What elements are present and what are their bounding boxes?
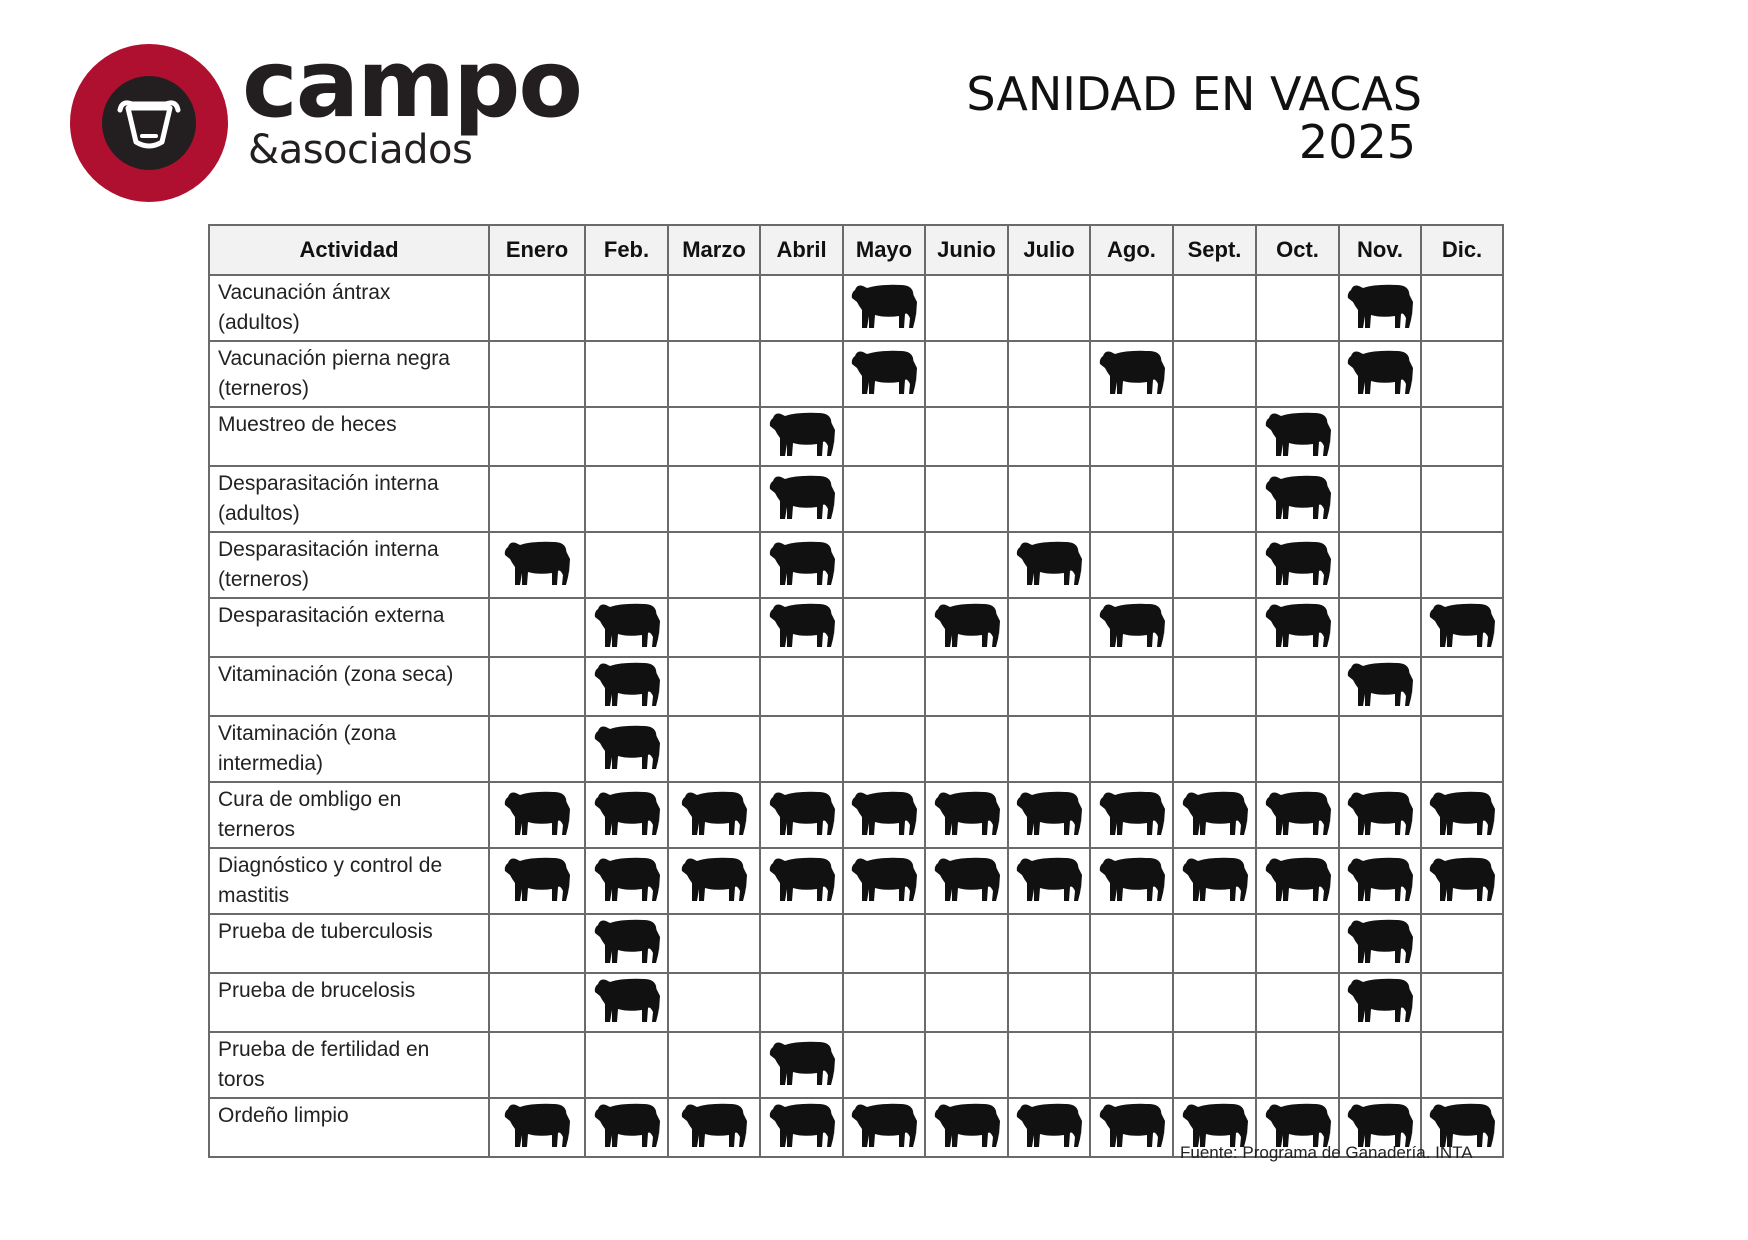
month-cell	[1008, 657, 1090, 716]
month-cell	[1173, 466, 1256, 532]
month-cell	[1421, 407, 1503, 466]
month-cell	[1339, 275, 1421, 341]
month-header: Julio	[1008, 225, 1090, 275]
month-cell	[1090, 657, 1173, 716]
cow-icon	[592, 638, 662, 655]
month-cell	[1339, 407, 1421, 466]
month-cell	[760, 466, 843, 532]
cow-icon	[849, 826, 919, 843]
month-cell	[668, 848, 760, 914]
month-cell	[489, 973, 585, 1032]
month-cell	[760, 532, 843, 598]
month-cell	[1008, 848, 1090, 914]
month-cell	[1339, 914, 1421, 973]
month-cell	[1421, 598, 1503, 657]
month-cell	[1339, 532, 1421, 598]
month-cell	[585, 848, 668, 914]
cow-icon	[502, 576, 572, 593]
cow-icon	[932, 638, 1002, 655]
month-cell	[925, 914, 1008, 973]
cow-icon	[679, 826, 749, 843]
month-cell	[1421, 532, 1503, 598]
month-cell	[1256, 848, 1339, 914]
cow-icon	[767, 638, 837, 655]
month-cell	[489, 914, 585, 973]
month-cell	[1173, 598, 1256, 657]
activity-label: Vitaminación (zona intermedia)	[209, 716, 489, 782]
table-row	[209, 657, 1503, 716]
activity-label: Prueba de brucelosis	[209, 973, 489, 1032]
month-cell	[1090, 1098, 1173, 1157]
month-cell	[585, 973, 668, 1032]
month-cell	[585, 657, 668, 716]
month-cell	[843, 1032, 925, 1098]
cow-icon	[1180, 826, 1250, 843]
month-cell	[1090, 466, 1173, 532]
cow-icon	[1345, 385, 1415, 402]
month-cell	[668, 341, 760, 407]
cow-icon	[592, 826, 662, 843]
month-cell	[1173, 716, 1256, 782]
table-row	[209, 716, 1503, 782]
month-cell	[1256, 532, 1339, 598]
cow-icon	[767, 1138, 837, 1155]
month-cell	[1090, 914, 1173, 973]
month-cell	[925, 1098, 1008, 1157]
cow-icon	[1263, 826, 1333, 843]
cow-icon	[1097, 638, 1167, 655]
activity-label: Cura de ombligo en terneros	[209, 782, 489, 848]
month-cell	[925, 1032, 1008, 1098]
month-cell	[925, 341, 1008, 407]
month-cell	[925, 407, 1008, 466]
month-cell	[1173, 973, 1256, 1032]
cow-icon	[1263, 510, 1333, 527]
month-header: Marzo	[668, 225, 760, 275]
activity-label: Desparasitación interna (terneros)	[209, 532, 489, 598]
cow-icon	[849, 319, 919, 336]
month-cell	[1339, 341, 1421, 407]
cow-icon	[849, 1138, 919, 1155]
month-cell	[585, 341, 668, 407]
month-cell	[1173, 275, 1256, 341]
cow-icon	[502, 1138, 572, 1155]
month-header: Feb.	[585, 225, 668, 275]
month-cell	[489, 782, 585, 848]
month-cell	[489, 598, 585, 657]
month-cell	[1090, 341, 1173, 407]
month-cell	[1173, 532, 1256, 598]
month-cell	[1421, 466, 1503, 532]
cow-icon	[502, 892, 572, 909]
cow-icon	[932, 1138, 1002, 1155]
month-cell	[1008, 973, 1090, 1032]
month-cell	[1173, 407, 1256, 466]
activity-label: Prueba de tuberculosis	[209, 914, 489, 973]
month-cell	[1008, 598, 1090, 657]
month-cell	[1008, 782, 1090, 848]
month-header: Enero	[489, 225, 585, 275]
month-cell	[489, 341, 585, 407]
month-cell	[1421, 782, 1503, 848]
month-cell	[1421, 848, 1503, 914]
cow-icon	[1014, 1138, 1084, 1155]
month-cell	[1008, 1032, 1090, 1098]
cow-icon	[1263, 638, 1333, 655]
month-cell	[760, 341, 843, 407]
month-cell	[843, 657, 925, 716]
month-cell	[843, 407, 925, 466]
month-cell	[1008, 275, 1090, 341]
month-cell	[668, 1098, 760, 1157]
schedule-table	[208, 224, 1504, 1158]
month-cell	[1339, 782, 1421, 848]
month-cell	[843, 341, 925, 407]
month-cell	[489, 466, 585, 532]
table-row	[209, 532, 1503, 598]
month-cell	[1008, 407, 1090, 466]
month-cell	[843, 848, 925, 914]
month-cell	[1008, 466, 1090, 532]
month-cell	[925, 466, 1008, 532]
month-cell	[1421, 275, 1503, 341]
month-cell	[760, 716, 843, 782]
table-row	[209, 848, 1503, 914]
cow-icon	[1345, 826, 1415, 843]
brand-logo	[70, 30, 670, 204]
month-cell	[925, 598, 1008, 657]
month-cell	[1090, 973, 1173, 1032]
month-cell	[1256, 341, 1339, 407]
cow-icon	[932, 892, 1002, 909]
month-cell	[1421, 657, 1503, 716]
table-row	[209, 914, 1503, 973]
month-cell	[925, 782, 1008, 848]
month-cell	[1173, 848, 1256, 914]
cow-icon	[679, 892, 749, 909]
month-cell	[843, 532, 925, 598]
cow-icon	[592, 1013, 662, 1030]
cow-icon	[767, 892, 837, 909]
month-header: Junio	[925, 225, 1008, 275]
month-cell	[1090, 598, 1173, 657]
month-cell	[1256, 275, 1339, 341]
month-cell	[1421, 341, 1503, 407]
month-header: Sept.	[1173, 225, 1256, 275]
month-cell	[585, 407, 668, 466]
activity-header: Actividad	[209, 225, 489, 275]
month-cell	[1339, 973, 1421, 1032]
month-header: Abril	[760, 225, 843, 275]
brand-subtitle: &asociados	[248, 127, 473, 173]
cow-icon	[1345, 697, 1415, 714]
month-cell	[1173, 1032, 1256, 1098]
activity-label: Ordeño limpio	[209, 1098, 489, 1157]
month-cell	[1090, 782, 1173, 848]
month-cell	[1173, 914, 1256, 973]
cow-icon	[1427, 826, 1497, 843]
cow-icon	[1014, 892, 1084, 909]
month-cell	[1339, 466, 1421, 532]
month-cell	[1256, 1032, 1339, 1098]
month-cell	[760, 657, 843, 716]
month-cell	[1339, 598, 1421, 657]
month-cell	[1256, 407, 1339, 466]
month-cell	[1090, 1032, 1173, 1098]
cow-icon	[1014, 826, 1084, 843]
month-cell	[1256, 466, 1339, 532]
month-cell	[585, 532, 668, 598]
month-cell	[760, 1032, 843, 1098]
month-cell	[1421, 914, 1503, 973]
month-cell	[668, 1032, 760, 1098]
month-cell	[1090, 532, 1173, 598]
month-cell	[1256, 782, 1339, 848]
cow-icon	[1345, 892, 1415, 909]
cow-icon	[1263, 892, 1333, 909]
month-cell	[668, 532, 760, 598]
month-cell	[1339, 848, 1421, 914]
cow-icon	[1014, 576, 1084, 593]
month-cell	[925, 532, 1008, 598]
month-cell	[843, 1098, 925, 1157]
activity-label: Vacunación pierna negra (terneros)	[209, 341, 489, 407]
month-cell	[489, 1032, 585, 1098]
header-row	[209, 225, 1503, 275]
month-cell	[760, 407, 843, 466]
table-row	[209, 1032, 1503, 1098]
cow-icon	[592, 697, 662, 714]
month-header: Mayo	[843, 225, 925, 275]
table-row	[209, 466, 1503, 532]
table-row	[209, 782, 1503, 848]
month-cell	[1339, 657, 1421, 716]
cow-icon	[849, 892, 919, 909]
activity-label: Vitaminación (zona seca)	[209, 657, 489, 716]
month-cell	[1339, 716, 1421, 782]
month-cell	[1090, 716, 1173, 782]
cow-icon	[592, 892, 662, 909]
month-cell	[585, 466, 668, 532]
cow-icon	[1097, 385, 1167, 402]
table-row	[209, 407, 1503, 466]
cow-icon	[1345, 319, 1415, 336]
month-cell	[668, 782, 760, 848]
month-cell	[760, 782, 843, 848]
month-cell	[585, 598, 668, 657]
month-cell	[1173, 657, 1256, 716]
month-cell	[760, 914, 843, 973]
cow-icon	[502, 826, 572, 843]
month-cell	[585, 275, 668, 341]
month-cell	[925, 716, 1008, 782]
month-cell	[925, 275, 1008, 341]
month-cell	[760, 973, 843, 1032]
bull-head-icon	[102, 76, 196, 170]
month-cell	[668, 275, 760, 341]
cow-icon	[767, 447, 837, 464]
month-cell	[668, 657, 760, 716]
month-cell	[1256, 598, 1339, 657]
cow-icon	[679, 1138, 749, 1155]
table-row	[209, 973, 1503, 1032]
cow-icon	[592, 1138, 662, 1155]
month-cell	[585, 716, 668, 782]
month-cell	[925, 973, 1008, 1032]
cow-icon	[767, 576, 837, 593]
source-note: Fuente: Programa de Ganadería. INTA	[1180, 1143, 1473, 1162]
month-cell	[1090, 848, 1173, 914]
cow-icon	[932, 826, 1002, 843]
cow-icon	[1097, 892, 1167, 909]
month-cell	[585, 1098, 668, 1157]
title-line-1: SANIDAD EN VACAS	[966, 67, 1422, 121]
month-cell	[1421, 716, 1503, 782]
month-header: Ago.	[1090, 225, 1173, 275]
month-cell	[489, 657, 585, 716]
month-cell	[1090, 407, 1173, 466]
month-cell	[1008, 341, 1090, 407]
month-cell	[1008, 532, 1090, 598]
month-cell	[843, 973, 925, 1032]
activity-label: Vacunación ántrax (adultos)	[209, 275, 489, 341]
cow-icon	[1263, 447, 1333, 464]
month-cell	[1256, 914, 1339, 973]
month-cell	[489, 532, 585, 598]
month-cell	[760, 848, 843, 914]
title-line-2: 2025	[1298, 115, 1416, 169]
month-cell	[1256, 716, 1339, 782]
cow-icon	[1180, 892, 1250, 909]
month-cell	[925, 657, 1008, 716]
cow-icon	[592, 760, 662, 777]
activity-label: Diagnóstico y control de mastitis	[209, 848, 489, 914]
month-cell	[489, 275, 585, 341]
month-header: Nov.	[1339, 225, 1421, 275]
month-cell	[1256, 973, 1339, 1032]
cow-icon	[1345, 954, 1415, 971]
month-cell	[760, 1098, 843, 1157]
month-cell	[585, 782, 668, 848]
month-cell	[843, 716, 925, 782]
month-cell	[668, 716, 760, 782]
activity-label: Muestreo de heces	[209, 407, 489, 466]
month-cell	[1421, 1032, 1503, 1098]
table-row	[209, 275, 1503, 341]
month-cell	[1090, 275, 1173, 341]
cow-icon	[1097, 1138, 1167, 1155]
month-cell	[489, 716, 585, 782]
activity-label: Desparasitación externa	[209, 598, 489, 657]
month-cell	[489, 407, 585, 466]
month-cell	[668, 598, 760, 657]
month-cell	[760, 598, 843, 657]
cow-icon	[1427, 638, 1497, 655]
month-cell	[760, 275, 843, 341]
cow-icon	[767, 510, 837, 527]
month-cell	[1339, 1032, 1421, 1098]
cow-icon	[1097, 826, 1167, 843]
month-cell	[585, 1032, 668, 1098]
page-title	[966, 67, 1422, 169]
month-cell	[843, 466, 925, 532]
month-cell	[1421, 973, 1503, 1032]
month-cell	[1008, 1098, 1090, 1157]
month-cell	[843, 914, 925, 973]
activity-label: Desparasitación interna (adultos)	[209, 466, 489, 532]
cow-icon	[767, 1076, 837, 1093]
cow-icon	[1427, 892, 1497, 909]
cow-icon	[767, 826, 837, 843]
month-cell	[1173, 782, 1256, 848]
month-cell	[843, 782, 925, 848]
month-cell	[843, 275, 925, 341]
cow-icon	[1345, 1013, 1415, 1030]
cow-icon	[1263, 576, 1333, 593]
table-row	[209, 598, 1503, 657]
logo-badge	[70, 44, 228, 202]
month-cell	[668, 407, 760, 466]
activity-label: Prueba de fertilidad en toros	[209, 1032, 489, 1098]
month-cell	[1256, 657, 1339, 716]
month-cell	[1173, 341, 1256, 407]
month-cell	[668, 973, 760, 1032]
month-cell	[925, 848, 1008, 914]
month-cell	[668, 914, 760, 973]
month-cell	[668, 466, 760, 532]
brand-name: campo	[242, 30, 581, 139]
month-cell	[1008, 914, 1090, 973]
month-cell	[489, 848, 585, 914]
month-cell	[585, 914, 668, 973]
cow-icon	[849, 385, 919, 402]
month-cell	[843, 598, 925, 657]
cow-icon	[592, 954, 662, 971]
month-header: Oct.	[1256, 225, 1339, 275]
table-row	[209, 341, 1503, 407]
month-cell	[489, 1098, 585, 1157]
month-cell	[1008, 716, 1090, 782]
month-header: Dic.	[1421, 225, 1503, 275]
